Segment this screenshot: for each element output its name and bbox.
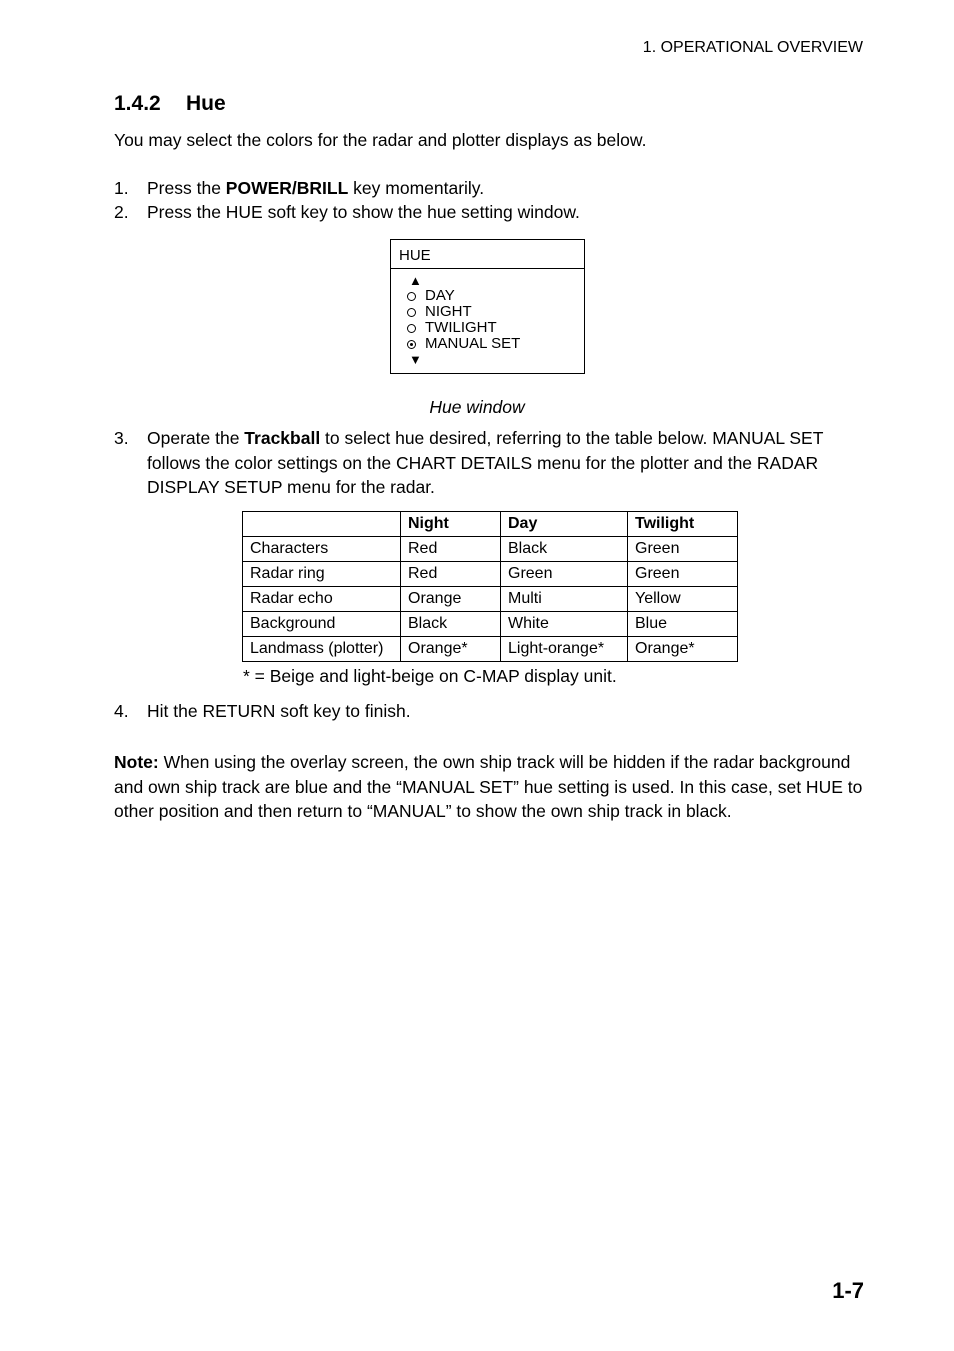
table-cell: Blue [628, 612, 738, 637]
running-header: 1. OPERATIONAL OVERVIEW [642, 39, 863, 56]
table-cell: Characters [243, 537, 401, 562]
table-row [243, 587, 738, 612]
table-cell: Orange [401, 587, 501, 612]
step-text-pre: Press the [147, 178, 226, 198]
table-cell: White [501, 612, 628, 637]
key-name: POWER/BRILL [225, 178, 349, 198]
radio-icon [407, 308, 416, 317]
hue-option-night [407, 304, 520, 320]
hue-option-list [407, 288, 520, 352]
table-cell: Background [243, 612, 401, 637]
table-cell: Light-orange* [501, 637, 628, 662]
hue-option-twilight [407, 320, 520, 336]
step-number: 2. [114, 202, 129, 222]
table-cell: Orange* [628, 637, 738, 662]
table-cell: Black [501, 537, 628, 562]
step-1 [114, 176, 866, 201]
note-paragraph [114, 750, 866, 824]
table-cell: Landmass (plotter) [243, 637, 401, 662]
control-name: Trackball [244, 428, 321, 448]
table-header-cell: Day [501, 512, 628, 537]
radio-icon [407, 292, 416, 301]
note-label: Note: [114, 752, 159, 772]
section-name: Hue [186, 92, 226, 115]
table-row [243, 637, 738, 662]
table-cell: Orange* [401, 637, 501, 662]
table-cell: Yellow [628, 587, 738, 612]
table-header-row [243, 512, 738, 537]
table-cell: Radar echo [243, 587, 401, 612]
step-text-post: key momentarily. [348, 178, 485, 198]
step-text: Press the HUE soft key to show the hue setting window. [147, 202, 580, 222]
table-row [243, 537, 738, 562]
radio-selected-icon [407, 340, 416, 349]
hue-window [390, 239, 585, 374]
hue-option-manual-set [407, 336, 520, 352]
section-title [114, 92, 226, 116]
table-header-cell: Twilight [628, 512, 738, 537]
table-cell: Black [401, 612, 501, 637]
step-3 [114, 426, 866, 500]
page-number: 1-7 [832, 1278, 864, 1303]
scroll-up-icon: ▲ [409, 273, 422, 288]
step-number: 1. [114, 178, 129, 198]
hue-color-table [242, 511, 738, 662]
hue-option-day [407, 288, 520, 304]
radio-icon [407, 324, 416, 333]
hue-option-label: TWILIGHT [425, 319, 497, 336]
table-row [243, 562, 738, 587]
figure-caption: Hue window [429, 397, 525, 417]
table-cell: Red [401, 537, 501, 562]
step-number: 4. [114, 701, 129, 721]
hue-window-title: HUE [391, 240, 584, 269]
hue-option-label: NIGHT [425, 303, 472, 320]
hue-option-label: MANUAL SET [425, 335, 521, 352]
step-text-post: to select hue desired, referring to the table below. MANUAL SET follows the color settings on the CHART DETAILS menu for the plotter and the RADAR DISPLAY SETUP menu for the radar. [147, 428, 824, 497]
step-2 [114, 200, 866, 225]
table-cell: Green [628, 537, 738, 562]
hue-option-label: DAY [425, 287, 455, 304]
table-cell: Green [628, 562, 738, 587]
step-text [147, 426, 866, 500]
step-text-pre: Operate the [147, 428, 245, 448]
step-text: Hit the RETURN soft key to finish. [147, 701, 411, 721]
table-cell: Green [501, 562, 628, 587]
table-header-cell: Night [401, 512, 501, 537]
note-text: When using the overlay screen, the own ship track will be hidden if the radar background and own ship track are blue and the “MANUAL SET” hue setting is used. In this case, set HUE to other position and then return to “MANUAL” to show the own ship track in black. [114, 752, 863, 821]
step-text [147, 176, 866, 201]
table-header-cell [243, 512, 401, 537]
table-cell: Multi [501, 587, 628, 612]
step-number: 3. [114, 428, 129, 448]
table-cell: Red [401, 562, 501, 587]
step-4 [114, 699, 866, 724]
section-number: 1.4.2 [114, 92, 161, 115]
table-cell: Radar ring [243, 562, 401, 587]
scroll-down-icon: ▼ [409, 352, 422, 367]
intro-paragraph: You may select the colors for the radar and plotter displays as below. [114, 130, 647, 150]
table-footnote: * = Beige and light-beige on C-MAP display unit. [243, 666, 617, 686]
table-row [243, 612, 738, 637]
